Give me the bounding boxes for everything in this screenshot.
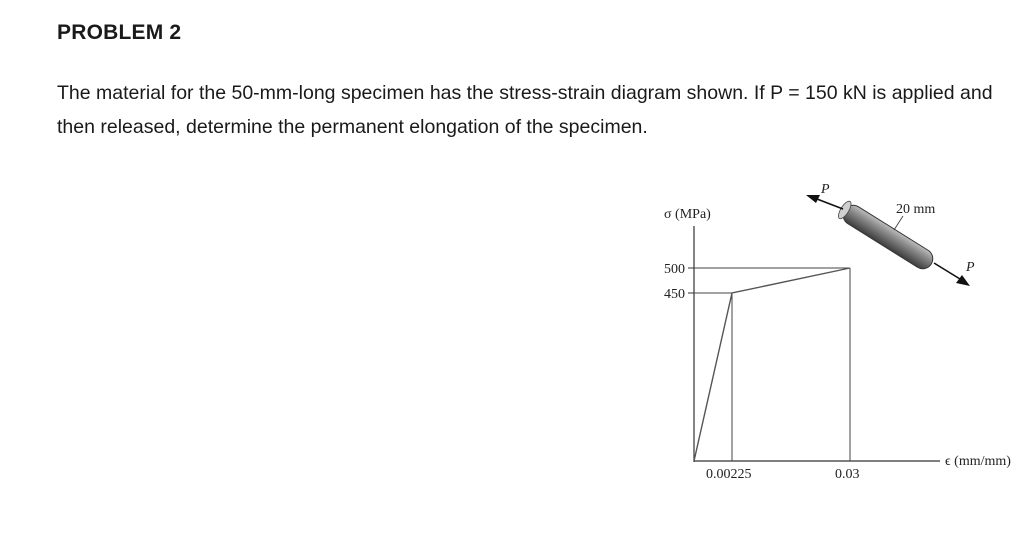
diameter-leader-line	[894, 216, 903, 230]
x-axis-label: ϵ (mm/mm)	[945, 454, 1011, 469]
load-arrow-bottom-head	[956, 275, 970, 286]
stress-strain-curve	[694, 268, 850, 461]
load-arrow-top-line	[817, 199, 843, 209]
x-tick-label-0.00225: 0.00225	[706, 467, 752, 482]
load-label-top: P	[821, 182, 830, 197]
problem-statement: The material for the 50-mm-long specimen has the stress-strain diagram shown. If P = 150 kN is applied and then released, determine the permanent elongation of the specimen.	[57, 82, 993, 138]
y-tick-label-500: 500	[664, 262, 685, 277]
y-tick-label-450: 450	[664, 287, 685, 302]
load-label-bottom: P	[966, 260, 975, 275]
load-arrow-bottom-line	[934, 263, 960, 279]
x-tick-label-0.03: 0.03	[835, 467, 860, 482]
diameter-label: 20 mm	[896, 202, 936, 217]
y-axis-label: σ (MPa)	[664, 207, 711, 222]
problem-title: PROBLEM 2	[57, 21, 182, 44]
load-arrow-top-head	[806, 195, 820, 203]
